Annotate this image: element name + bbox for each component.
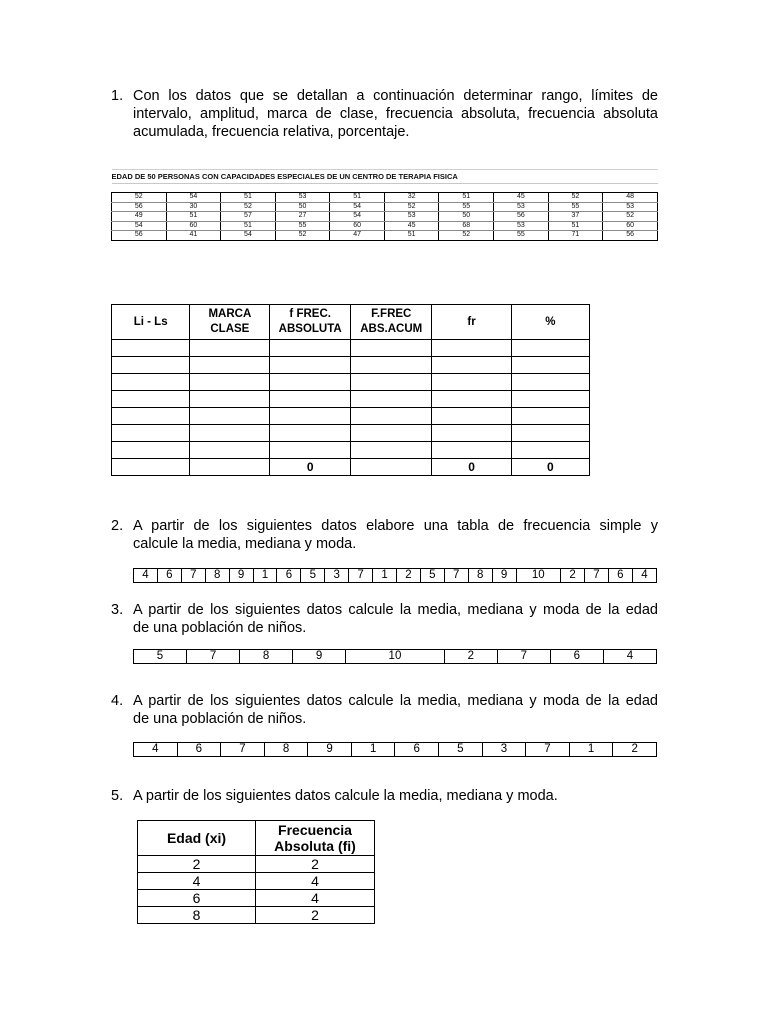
table-cell xyxy=(270,408,351,425)
table-cell xyxy=(112,459,190,476)
table-cell xyxy=(432,425,511,442)
table-cell: 6 xyxy=(138,890,256,907)
data-table-title: EDAD DE 50 PERSONAS CON CAPACIDADES ESPECIALES DE UN CENTRO DE TERAPIA FISICA xyxy=(112,170,658,184)
table-cell xyxy=(511,357,589,374)
table-row xyxy=(112,231,658,241)
question-4 xyxy=(111,692,658,732)
table-cell xyxy=(350,425,432,442)
value-cell: 9 xyxy=(492,569,516,583)
table-row xyxy=(138,907,375,924)
table-row xyxy=(138,890,375,907)
table-cell: 51 xyxy=(166,212,221,222)
value-cell: 5 xyxy=(301,569,325,583)
table-cell: 30 xyxy=(166,202,221,212)
value-cell: 4 xyxy=(632,569,656,583)
table-cell xyxy=(350,374,432,391)
value-cell: 6 xyxy=(177,743,221,757)
table-cell xyxy=(511,391,589,408)
table-cell: 52 xyxy=(275,231,330,241)
value-cell: 1 xyxy=(373,569,397,583)
table-cell: 53 xyxy=(494,221,549,231)
table-cell: 4 xyxy=(138,873,256,890)
value-cell: 6 xyxy=(157,569,181,583)
table-cell xyxy=(190,391,270,408)
table-cell: 8 xyxy=(138,907,256,924)
table-row xyxy=(112,391,590,408)
table-cell: 52 xyxy=(439,231,494,241)
table-cell xyxy=(270,340,351,357)
frequency-table xyxy=(111,304,590,476)
table-cell: 56 xyxy=(603,231,658,241)
table-cell: 55 xyxy=(439,202,494,212)
value-cell: 5 xyxy=(439,743,483,757)
table-cell: 54 xyxy=(166,193,221,203)
question-3 xyxy=(111,601,658,641)
column-header: fr xyxy=(432,305,511,340)
value-cell: 2 xyxy=(613,743,657,757)
table-cell xyxy=(270,374,351,391)
table-cell: 2 xyxy=(138,856,256,873)
value-cell: 1 xyxy=(351,743,395,757)
table-cell: 0 xyxy=(511,459,589,476)
table-row xyxy=(112,442,590,459)
table-cell xyxy=(270,391,351,408)
table-cell xyxy=(511,425,589,442)
table-cell: 2 xyxy=(256,856,375,873)
question-2 xyxy=(111,517,658,557)
table-cell xyxy=(350,391,432,408)
table-cell: 0 xyxy=(270,459,351,476)
table-row xyxy=(112,374,590,391)
table-cell: 45 xyxy=(494,193,549,203)
table-cell: 54 xyxy=(221,231,276,241)
table-row xyxy=(112,357,590,374)
table-row xyxy=(138,856,375,873)
value-cell: 6 xyxy=(395,743,439,757)
value-cell: 9 xyxy=(293,650,346,664)
question-line: A partir de los siguientes datos calcule la media, mediana y moda. xyxy=(133,788,558,804)
table-cell xyxy=(511,340,589,357)
value-cell: 7 xyxy=(221,743,265,757)
value-cell: 7 xyxy=(497,650,550,664)
table-cell: 41 xyxy=(166,231,221,241)
question-number: 1. xyxy=(111,88,124,104)
value-cell: 2 xyxy=(444,650,497,664)
question-line: de una población de niños. xyxy=(133,620,307,636)
value-cell: 1 xyxy=(253,569,277,583)
table-row xyxy=(112,221,658,231)
ages-data-table xyxy=(111,169,658,241)
table-cell: 53 xyxy=(494,202,549,212)
table-cell xyxy=(112,391,190,408)
table-cell: 54 xyxy=(330,202,385,212)
value-cell: 7 xyxy=(181,569,205,583)
question-line: acumulada, frecuencia relativa, porcentaje. xyxy=(133,124,410,140)
table-cell: 52 xyxy=(384,202,439,212)
table-cell: 50 xyxy=(439,212,494,222)
value-cell: 9 xyxy=(229,569,253,583)
table-cell xyxy=(270,425,351,442)
q3-values-strip xyxy=(133,649,657,664)
question-5 xyxy=(111,787,658,807)
table-cell: 57 xyxy=(221,212,276,222)
value-cell: 4 xyxy=(134,743,178,757)
column-header: f FREC. ABSOLUTA xyxy=(270,305,351,340)
table-cell xyxy=(432,357,511,374)
table-cell xyxy=(112,425,190,442)
value-cell: 7 xyxy=(187,650,240,664)
table-cell xyxy=(350,340,432,357)
table-cell xyxy=(432,442,511,459)
table-cell: 50 xyxy=(275,202,330,212)
table-cell: 56 xyxy=(112,231,167,241)
age-frequency-table xyxy=(137,820,375,924)
table-cell: 56 xyxy=(112,202,167,212)
table-cell: 56 xyxy=(494,212,549,222)
table-cell: 55 xyxy=(494,231,549,241)
question-text xyxy=(133,787,658,805)
table-cell: 37 xyxy=(548,212,603,222)
value-cell: 10 xyxy=(516,569,561,583)
table-row xyxy=(112,202,658,212)
table-cell: 53 xyxy=(275,193,330,203)
table-cell xyxy=(112,340,190,357)
value-cell: 6 xyxy=(608,569,632,583)
q4-values-strip xyxy=(133,742,657,757)
table-row xyxy=(138,873,375,890)
column-header: Edad (xi) xyxy=(138,821,256,856)
table-cell xyxy=(270,442,351,459)
table-cell: 68 xyxy=(439,221,494,231)
table-cell: 60 xyxy=(166,221,221,231)
table-cell xyxy=(511,374,589,391)
table-row xyxy=(112,459,590,476)
table-cell: 2 xyxy=(256,907,375,924)
table-cell: 27 xyxy=(275,212,330,222)
table-row xyxy=(112,212,658,222)
table-cell xyxy=(190,357,270,374)
table-cell: 52 xyxy=(112,193,167,203)
table-cell: 52 xyxy=(221,202,276,212)
value-cell: 2 xyxy=(561,569,585,583)
value-cell: 8 xyxy=(468,569,492,583)
table-cell xyxy=(190,425,270,442)
table-cell: 53 xyxy=(603,202,658,212)
question-line: A partir de los siguientes datos elabore una tabla de frecuencia simple y xyxy=(133,518,658,534)
table-cell xyxy=(511,442,589,459)
table-row xyxy=(112,425,590,442)
table-cell: 54 xyxy=(330,212,385,222)
value-cell: 7 xyxy=(526,743,570,757)
table-cell xyxy=(350,408,432,425)
value-cell: 8 xyxy=(240,650,293,664)
value-cell: 8 xyxy=(264,743,308,757)
column-header: F.FREC ABS.ACUM xyxy=(350,305,432,340)
table-cell xyxy=(190,408,270,425)
question-line: Con los datos que se detallan a continuación determinar rango, límites de xyxy=(133,88,658,104)
column-header: MARCA CLASE xyxy=(190,305,270,340)
table-cell xyxy=(350,357,432,374)
value-cell: 5 xyxy=(420,569,444,583)
value-cell: 6 xyxy=(277,569,301,583)
question-number: 2. xyxy=(111,518,124,534)
value-cell: 10 xyxy=(346,650,445,664)
table-cell: 51 xyxy=(221,193,276,203)
table-cell: 51 xyxy=(221,221,276,231)
value-cell: 7 xyxy=(444,569,468,583)
table-cell: 52 xyxy=(548,193,603,203)
column-header: Frecuencia Absoluta (fi) xyxy=(256,821,375,856)
table-cell: 60 xyxy=(603,221,658,231)
table-cell xyxy=(270,357,351,374)
value-cell: 8 xyxy=(205,569,229,583)
value-cell: 9 xyxy=(308,743,352,757)
value-cell: 2 xyxy=(396,569,420,583)
value-cell: 3 xyxy=(325,569,349,583)
table-cell: 0 xyxy=(432,459,511,476)
question-text xyxy=(133,692,658,728)
table-cell xyxy=(190,459,270,476)
table-cell: 48 xyxy=(603,193,658,203)
table-cell: 55 xyxy=(275,221,330,231)
table-cell: 52 xyxy=(603,212,658,222)
table-cell: 71 xyxy=(548,231,603,241)
value-cell: 5 xyxy=(134,650,187,664)
table-cell xyxy=(112,408,190,425)
table-cell: 51 xyxy=(384,231,439,241)
value-cell: 4 xyxy=(603,650,656,664)
question-number: 5. xyxy=(111,788,124,804)
table-cell xyxy=(350,459,432,476)
table-cell: 55 xyxy=(548,202,603,212)
table-cell xyxy=(190,340,270,357)
question-text xyxy=(133,601,658,637)
table-cell: 32 xyxy=(384,193,439,203)
table-cell: 51 xyxy=(330,193,385,203)
table-cell xyxy=(432,408,511,425)
table-cell xyxy=(112,442,190,459)
question-line: de una población de niños. xyxy=(133,711,307,727)
question-line: A partir de los siguientes datos calcule la media, mediana y moda de la edad xyxy=(133,602,658,618)
question-text xyxy=(133,517,658,553)
column-header: % xyxy=(511,305,589,340)
table-cell: 51 xyxy=(439,193,494,203)
question-line: intervalo, amplitud, marca de clase, frecuencia absoluta, frecuencia absoluta xyxy=(133,106,658,122)
table-row xyxy=(112,340,590,357)
table-row xyxy=(112,408,590,425)
table-cell: 45 xyxy=(384,221,439,231)
question-number: 4. xyxy=(111,693,124,709)
table-cell: 49 xyxy=(112,212,167,222)
column-header: Li - Ls xyxy=(112,305,190,340)
value-cell: 3 xyxy=(482,743,526,757)
table-cell: 51 xyxy=(548,221,603,231)
table-cell xyxy=(190,374,270,391)
table-cell xyxy=(432,374,511,391)
question-1 xyxy=(111,87,658,143)
table-cell: 47 xyxy=(330,231,385,241)
table-cell xyxy=(432,340,511,357)
value-cell: 7 xyxy=(584,569,608,583)
table-cell: 54 xyxy=(112,221,167,231)
value-cell: 4 xyxy=(134,569,158,583)
question-line: A partir de los siguientes datos calcule la media, mediana y moda de la edad xyxy=(133,693,658,709)
question-number: 3. xyxy=(111,602,124,618)
table-cell: 4 xyxy=(256,890,375,907)
table-cell: 53 xyxy=(384,212,439,222)
table-cell xyxy=(112,374,190,391)
value-cell: 7 xyxy=(349,569,373,583)
table-cell xyxy=(350,442,432,459)
question-line: calcule la media, mediana y moda. xyxy=(133,536,357,552)
value-cell: 1 xyxy=(569,743,613,757)
table-cell: 4 xyxy=(256,873,375,890)
table-row xyxy=(112,193,658,203)
question-text xyxy=(133,87,658,141)
q2-values-strip xyxy=(133,568,657,583)
table-cell xyxy=(432,391,511,408)
table-cell: 60 xyxy=(330,221,385,231)
value-cell: 6 xyxy=(550,650,603,664)
table-cell xyxy=(112,357,190,374)
table-cell xyxy=(190,442,270,459)
table-cell xyxy=(511,408,589,425)
